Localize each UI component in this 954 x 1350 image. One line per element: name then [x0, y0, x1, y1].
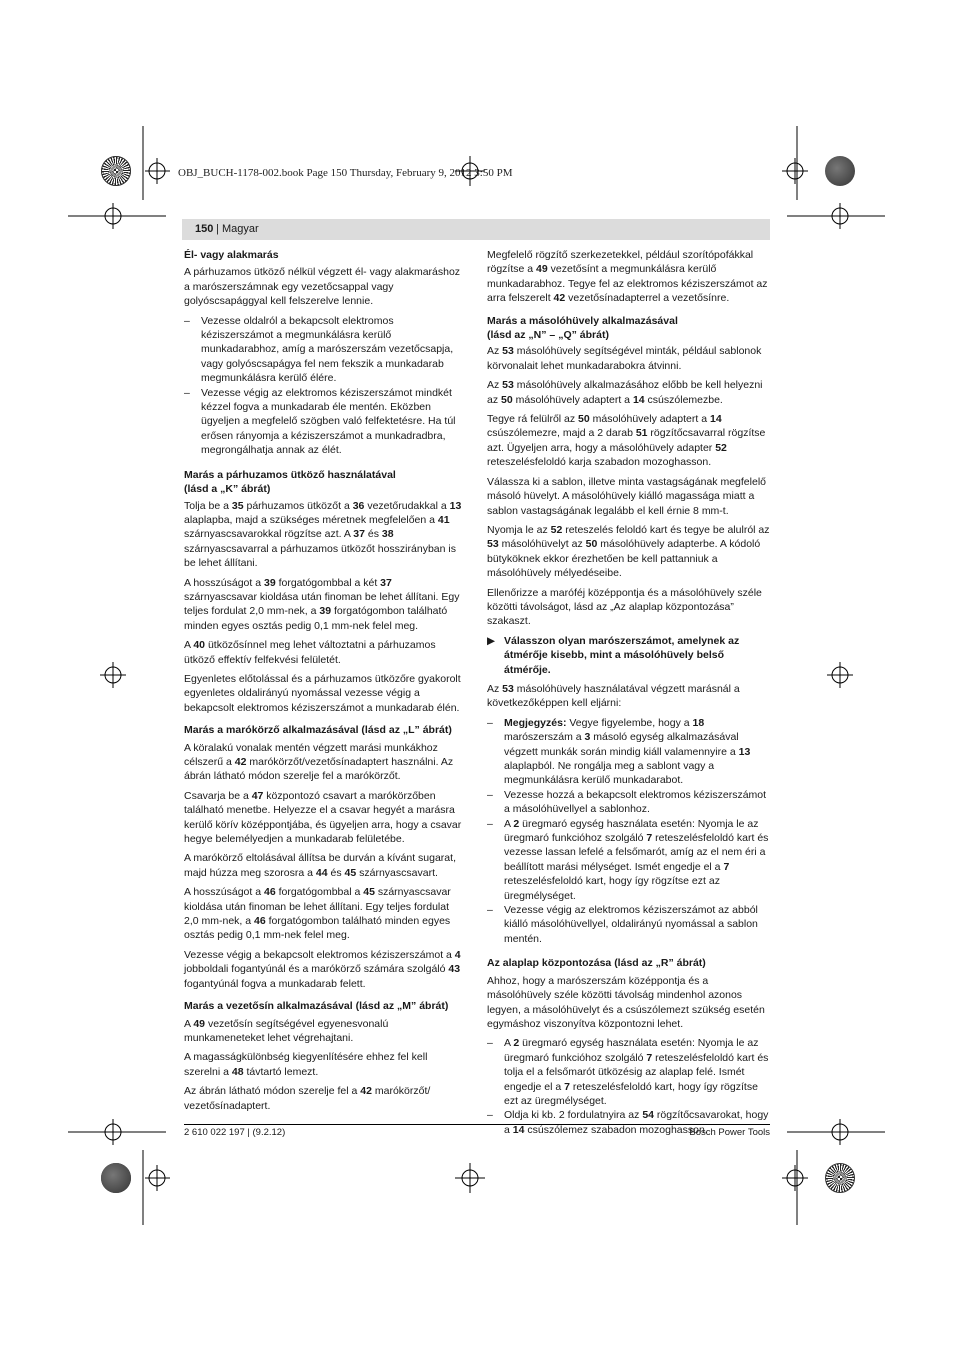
- heading-edge-milling: Él- vagy alakmarás: [184, 249, 279, 261]
- right-column: [487, 248, 771, 1137]
- heading-guide-rail: Marás a vezetősín alkalmazásával (lásd az „M” ábrát): [184, 1000, 449, 1013]
- paragraph: Megfelelő rögzítő szerkezetekkel, például szorítópofákkal rögzítse a 49 vezetősínt a megmunkálásra kerülő munkadarabhoz. Tegye fel az elektromos kéziszerszámot az arra felszerelt 42 vezetősínadapterrel a vezetősínre.: [487, 249, 768, 305]
- warning-arrow-icon: ▶: [487, 634, 496, 647]
- header-language: Magyar: [222, 223, 259, 235]
- footer-doc-number: 2 610 022 197 | (9.2.12): [184, 1127, 286, 1138]
- list-dash: –: [487, 716, 493, 729]
- heading-line: Marás a párhuzamos ütköző használatával: [184, 468, 396, 481]
- heading-base-centering: Az alaplap központozása (lásd az „R” ábrát): [487, 957, 706, 970]
- paragraph: A 40 ütközősínnel meg lehet változtatni a párhuzamos ütköző effektív felfekvési felületét.: [184, 639, 436, 666]
- list-item-text: Vezesse végig az elektromos kéziszerszámot mindkét kézzel fogva a munkadarab éle mentén. Eközben ügyeljen a megfelelő szögben való felfektetésre. Ha túl erősen rányomja a kéziszerszámot a munkadradbra, megrongálhatja annak az élét.: [201, 386, 456, 457]
- paragraph: Ellenőrizze a maróféj középpontja és a másolóhüvely széle közötti távolságot, lásd az „Az alaplap központozása” szakaszt.: [487, 586, 762, 628]
- list-item: – Megjegyzés: Vegye figyelembe, hogy a 18 marószerszám a 3 másoló egység alkalmazásával végzett munkák során mindig kiáll valamennyire a 13 alaplapból. Ne rongálja meg a sablont vagy a megmunkálásra kerülő munkadarabot.: [487, 716, 751, 787]
- list-dash: –: [487, 1037, 493, 1050]
- paragraph: A párhuzamos ütköző nélkül végzett él- vagy alakmaráshoz a marószerszámnak egy vezetőcsappal vagy golyóscsapággyal kell felszerelve lennie.: [184, 266, 461, 308]
- list-item: – Oldja ki kb. 2 fordulatnyira az 54 rögzítőcsavarokat, hogy a 14 csúszólemez szabadon mozoghasson.: [487, 1109, 769, 1136]
- heading-circle-cutter: Marás a marókörző alkalmazásával (lásd az „L” ábrát): [184, 724, 452, 737]
- paragraph: Válassza ki a sablon, illetve minta vastagságának megfelelő másoló hüvelyt. A másolóhüvely kiálló magassága miatt a sablon vastagságának legalább el kell érnie 8 mm-t.: [487, 475, 766, 517]
- paragraph: A köralakú vonalak mentén végzett marási munkákhoz célszerű a 42 marókörzőt/vezetősínadaptert használni. Az ábrán látható módon szerelje fel a marókörzőt.: [184, 741, 454, 783]
- paragraph: Az 53 másolóhüvely segítségével minták, például sablonok körvonalait lehet munkadarabokra átvinni.: [487, 345, 762, 372]
- warning-item: ▶ Válasszon olyan marószerszámot, amelynek az átmérője kisebb, mint a másolóhüvely belső átmérője.: [487, 634, 740, 676]
- list-item-text: Vezesse oldalról a bekapcsolt elektromos kéziszerszámot a megmunkálásra kerülő munkadarabhoz, amíg a marószerszám vezetőcsapja, vagy golyóscsapágya fel nem fekszik a munkadarab megmunkálásra kerülő élére.: [201, 314, 454, 385]
- heading-line: (lásd az „N” – „Q” ábrát): [487, 329, 609, 342]
- paragraph: Csavarja be a 47 központozó csavart a marókörzőben található menetbe. Helyezze el a csavar hegyét a marásra kerülő körív középpontjába, és ügyeljen arra, hogy a csavar hegye belemélyedjen a munkadarab felületébe.: [184, 789, 462, 846]
- paragraph: Nyomja le az 52 reteszelés feloldó kart és tegye be alulról az 53 másolóhüvelyt az 50 másolóhüvely adapterbe. A kódoló bütyköknek ekkor érezhetően be kell pattanniuk a másolóhüvely mélyedéseibe.: [487, 523, 770, 580]
- footer-divider: [184, 1124, 770, 1125]
- heading-template-guide: [487, 314, 771, 343]
- paragraph: Vezesse végig a bekapcsolt elektromos kéziszerszámot a 4 jobboldali fogantyúnál és a marókörző számára szolgáló 43 fogantyúnál fogva a munkadarab felett.: [184, 948, 461, 990]
- paragraph: A hosszúságot a 39 forgatógombbal a két 37 szárnyascsavar kioldása után finoman be lehet állítani. Egy teljes fordulat 2,0 mm-nek, a 39 forgatógombon található minden egyes osztás pedig 0,1 mm-nek felel meg.: [184, 576, 460, 632]
- paragraph: A marókörző eltolásával állítsa be durván a kívánt sugarat, majd húzza meg szorosra a 44 és 45 szárnyascsavart.: [184, 852, 456, 879]
- heading-line: (lásd a „K” ábrát): [184, 483, 271, 496]
- list-item: – A 2 üregmaró egység használata esetén: Nyomja le az üregmaró funkcióhoz szolgáló 7 reteszelésfeloldó kart és vezesse lassan lefelé a felsőmarót, amíg az el nem éri a beállított marási mélységet. Ismét engedje el a 7 reteszelésfeloldó kart, hogy így rögzítse ezt az üregmélységet.: [487, 817, 769, 902]
- paragraph: Az 53 másolóhüvely használatával végzett marásnál a következőképpen kell eljárni:: [487, 682, 740, 710]
- paragraph: A magasságkülönbség kiegyenlítésére ehhez fel kell szerelni a 48 távtartó lemezt.: [184, 1051, 428, 1078]
- paragraph: Az 53 másolóhüvely alkalmazásához előbb be kell helyezni az 50 másolóhüvely adaptert a 14 csúszólemezbe.: [487, 379, 763, 406]
- paragraph: Az ábrán látható módon szerelje fel a 42 marókörzőt/ vezetősínadaptert.: [184, 1085, 431, 1112]
- list-dash: –: [184, 314, 190, 327]
- footer-brand: Bosch Power Tools: [689, 1127, 770, 1138]
- list-dash: –: [487, 817, 493, 830]
- paragraph: A 49 vezetősín segítségével egyenesvonalú munkameneteket lehet végrehajtani.: [184, 1017, 389, 1044]
- list-item: [184, 386, 466, 458]
- left-column: [184, 248, 466, 1118]
- paragraph: Tegye rá felülről az 50 másolóhüvely adaptert a 14 csúszólemezre, majd a 2 darab 51 rögzítőcsavarral rögzítse azt. Ügyeljen arra, hogy a másolóhüvely adapter 52 reteszelésfeloldó karja szabadon mozoghasson.: [487, 413, 766, 469]
- page-header: [182, 219, 770, 240]
- heading-parallel-guide: [184, 468, 466, 497]
- paragraph: Tolja be a 35 párhuzamos ütközőt a 36 vezetőrudakkal a 13 alaplapba, majd a szükséges méretnek megfelelően a 41 szárnyascsavarokkal rögzítse azt. A 37 és 38 szárnyascsavarral a párhuzamos ütközőt hosszirányban is be lehet állítani.: [184, 499, 462, 570]
- list-item: – Vezesse hozzá a bekapcsolt elektromos kéziszerszámot a másolóhüvellyel a sablonhoz.: [487, 788, 767, 816]
- list-item: [184, 314, 466, 386]
- list-dash: –: [487, 904, 493, 917]
- print-info-line: OBJ_BUCH-1178-002.book Page 150 Thursday, February 9, 2012 3:50 PM: [178, 167, 513, 179]
- paragraph: A hosszúságot a 46 forgatógombbal a 45 szárnyascsavar kioldása után finoman be lehet állítani. Egy teljes fordulat 2,0 mm-nek, a 46 forgatógombon található minden egyes osztás pedig 0,1 mm-nek felel meg.: [184, 886, 451, 942]
- list-dash: –: [184, 386, 190, 399]
- list-item: – Vezesse végig az elektromos kéziszerszámot az abból kiálló másolóhüvellyel, oldalirányú nyomással a sablon mentén.: [487, 904, 758, 945]
- header-separator: |: [216, 223, 219, 235]
- paragraph: Ahhoz, hogy a marószerszám középpontja és a másolóhüvely széle közötti távolság mindenhol azonos legyen, a másolóhüvelyt és a csúszólemezt szükség esetén egymáshoz viszonyítva központozni lehet.: [487, 974, 765, 1030]
- list-dash: –: [487, 1109, 493, 1122]
- paragraph: Egyenletes előtolással és a párhuzamos ütközőre gyakorolt egyenletes oldalirányú nyomással vezesse végig a bekapcsolt elektromos kéziszerszámot a munkadarab élén.: [184, 672, 461, 714]
- page-number: 150: [195, 223, 214, 235]
- list-item: – A 2 üregmaró egység használata esetén: Nyomja le az üregmaró funkcióhoz szolgáló 7 reteszelésfeloldó kart és tolja el a felsőmarót ütközésig az alaplap felé. Ismét engedje el a 7 reteszelésfeloldó kart, hogy így rögzítse ezt az üregmélységet.: [487, 1037, 769, 1107]
- heading-line: Marás a másolóhüvely alkalmazásával: [487, 314, 678, 327]
- list-dash: –: [487, 788, 493, 801]
